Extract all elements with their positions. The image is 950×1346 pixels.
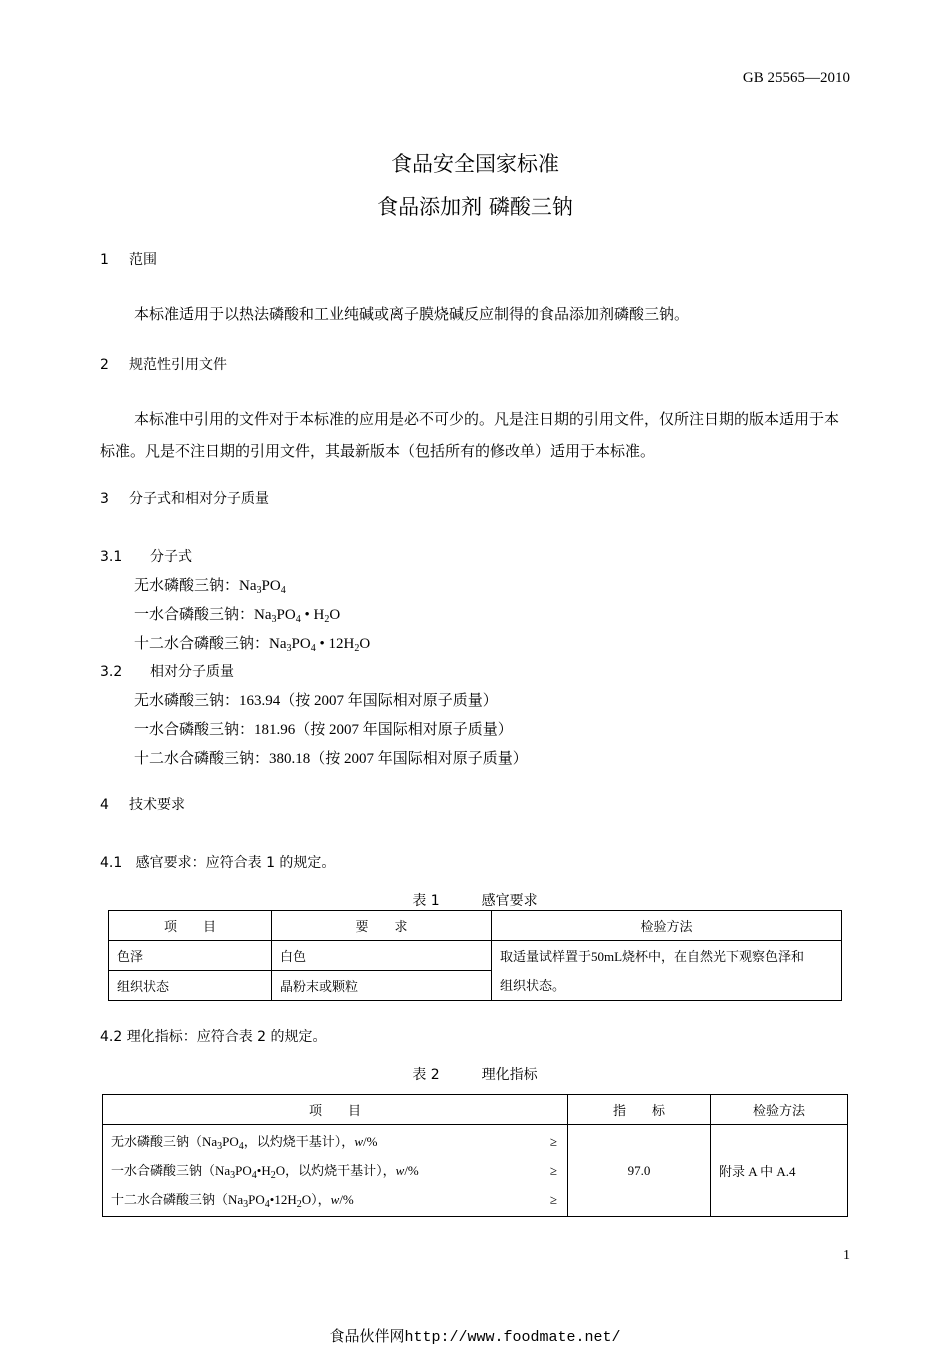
section-title: 相对分子质量 bbox=[150, 664, 234, 680]
section-1-text: 本标准适用于以热法磷酸和工业纯碱或离子膜烧碱反应制得的食品添加剂磷酸三钠。 bbox=[134, 307, 690, 323]
section-4-1-text: 4.1 感官要求：应符合表 1 的规定。 bbox=[100, 855, 336, 871]
section-title: 分子式和相对分子质量 bbox=[129, 491, 269, 507]
table-cell: 组织状态 bbox=[109, 971, 272, 1001]
section-title: 规范性引用文件 bbox=[129, 357, 227, 373]
section-3-2-heading bbox=[100, 661, 234, 681]
table-header-cell: 项 目 bbox=[103, 1095, 568, 1125]
footer-site-label: 食品伙伴网 bbox=[329, 1329, 405, 1345]
table-cell: 晶粉末或颗粒 bbox=[272, 971, 492, 1001]
mass-anhydrous: 无水磷酸三钠：163.94（按 2007 年国际相对原子质量） bbox=[134, 693, 498, 709]
table-1 bbox=[108, 910, 842, 1001]
page-number: 1 bbox=[843, 1248, 850, 1263]
section-title: 技术要求 bbox=[129, 797, 185, 813]
table-header-cell: 检验方法 bbox=[711, 1095, 848, 1125]
table-header-cell: 要 求 bbox=[272, 911, 492, 941]
table-header-row bbox=[109, 911, 842, 941]
section-number: 4 bbox=[100, 797, 109, 813]
section-number: 3.2 bbox=[100, 664, 123, 680]
item-anhydrous: 无水磷酸三钠（$Na_3PO_4$，以灼烧干基计），w/% ≥ bbox=[111, 1134, 557, 1152]
mass-monohydrate: 一水合磷酸三钠：181.96（按 2007 年国际相对原子质量） bbox=[134, 722, 513, 738]
section-number: 3 bbox=[100, 491, 109, 507]
section-number: 2 bbox=[100, 357, 109, 373]
table-cell: 白色 bbox=[272, 941, 492, 971]
table-cell-value: 97.0 bbox=[568, 1125, 711, 1217]
table-2 bbox=[102, 1094, 848, 1217]
table-row bbox=[109, 941, 842, 971]
section-3-heading bbox=[100, 488, 269, 508]
section-1-heading bbox=[100, 249, 157, 269]
table-header-cell: 指 标 bbox=[568, 1095, 711, 1125]
table-2-caption: 表 2 理化指标 bbox=[412, 1067, 538, 1083]
section-2-text: 本标准中引用的文件对于本标准的应用是必不可少的。凡是注日期的引用文件，仅所注日期的版本适用于本标准。凡是不注日期的引用文件，其最新版本（包括所有的修改单）适用于本标准。 bbox=[100, 412, 840, 460]
section-title: 范围 bbox=[129, 252, 157, 268]
table-header-cell: 项 目 bbox=[109, 911, 272, 941]
table-row bbox=[103, 1125, 848, 1217]
section-number: 3.1 bbox=[100, 549, 123, 565]
formula-monohydrate: 一水合磷酸三钠：$Na_3PO_4$ • $H_2O$ bbox=[134, 607, 341, 625]
item-dodecahydrate: 十二水合磷酸三钠$(Na_3PO_4•12H_2O)$，w/% ≥ bbox=[111, 1192, 557, 1210]
formula-dodecahydrate: 十二水合磷酸三钠：$Na_3PO_4$ • $12H_2O$ bbox=[134, 636, 371, 654]
table-header-cell: 检验方法 bbox=[492, 911, 842, 941]
standard-code: GB 25565—2010 bbox=[742, 70, 850, 86]
mass-dodecahydrate: 十二水合磷酸三钠：380.18（按 2007 年国际相对原子质量） bbox=[134, 751, 528, 767]
section-4-heading bbox=[100, 794, 185, 814]
document-subtitle: 食品添加剂 磷酸三钠 bbox=[377, 195, 573, 219]
section-3-1-heading bbox=[100, 546, 192, 566]
section-number: 1 bbox=[100, 252, 109, 268]
table-cell-items bbox=[103, 1125, 568, 1217]
formula-anhydrous: 无水磷酸三钠：$Na_3PO_4$ bbox=[134, 578, 286, 596]
section-2-heading bbox=[100, 354, 227, 374]
table-header-row bbox=[103, 1095, 848, 1125]
section-title: 分子式 bbox=[150, 549, 192, 565]
footer-url[interactable]: http://www.foodmate.net/ bbox=[404, 1329, 621, 1346]
document-title: 食品安全国家标准 bbox=[391, 152, 559, 176]
footer-watermark[interactable] bbox=[0, 1325, 950, 1346]
item-monohydrate: 一水合磷酸三钠（$Na_3PO_4•H_2O$，以灼烧干基计），w/% ≥ bbox=[111, 1163, 557, 1181]
section-4-2-text: 4.2 理化指标：应符合表 2 的规定。 bbox=[100, 1029, 327, 1045]
table-cell-method: 附录 A 中 A.4 bbox=[711, 1125, 848, 1217]
table-1-caption: 表 1 感官要求 bbox=[412, 893, 538, 909]
table-cell: 色泽 bbox=[109, 941, 272, 971]
table-cell-method: 取适量试样置于50mL烧杯中，在自然光下观察色泽和 组织状态。 bbox=[492, 941, 842, 1001]
